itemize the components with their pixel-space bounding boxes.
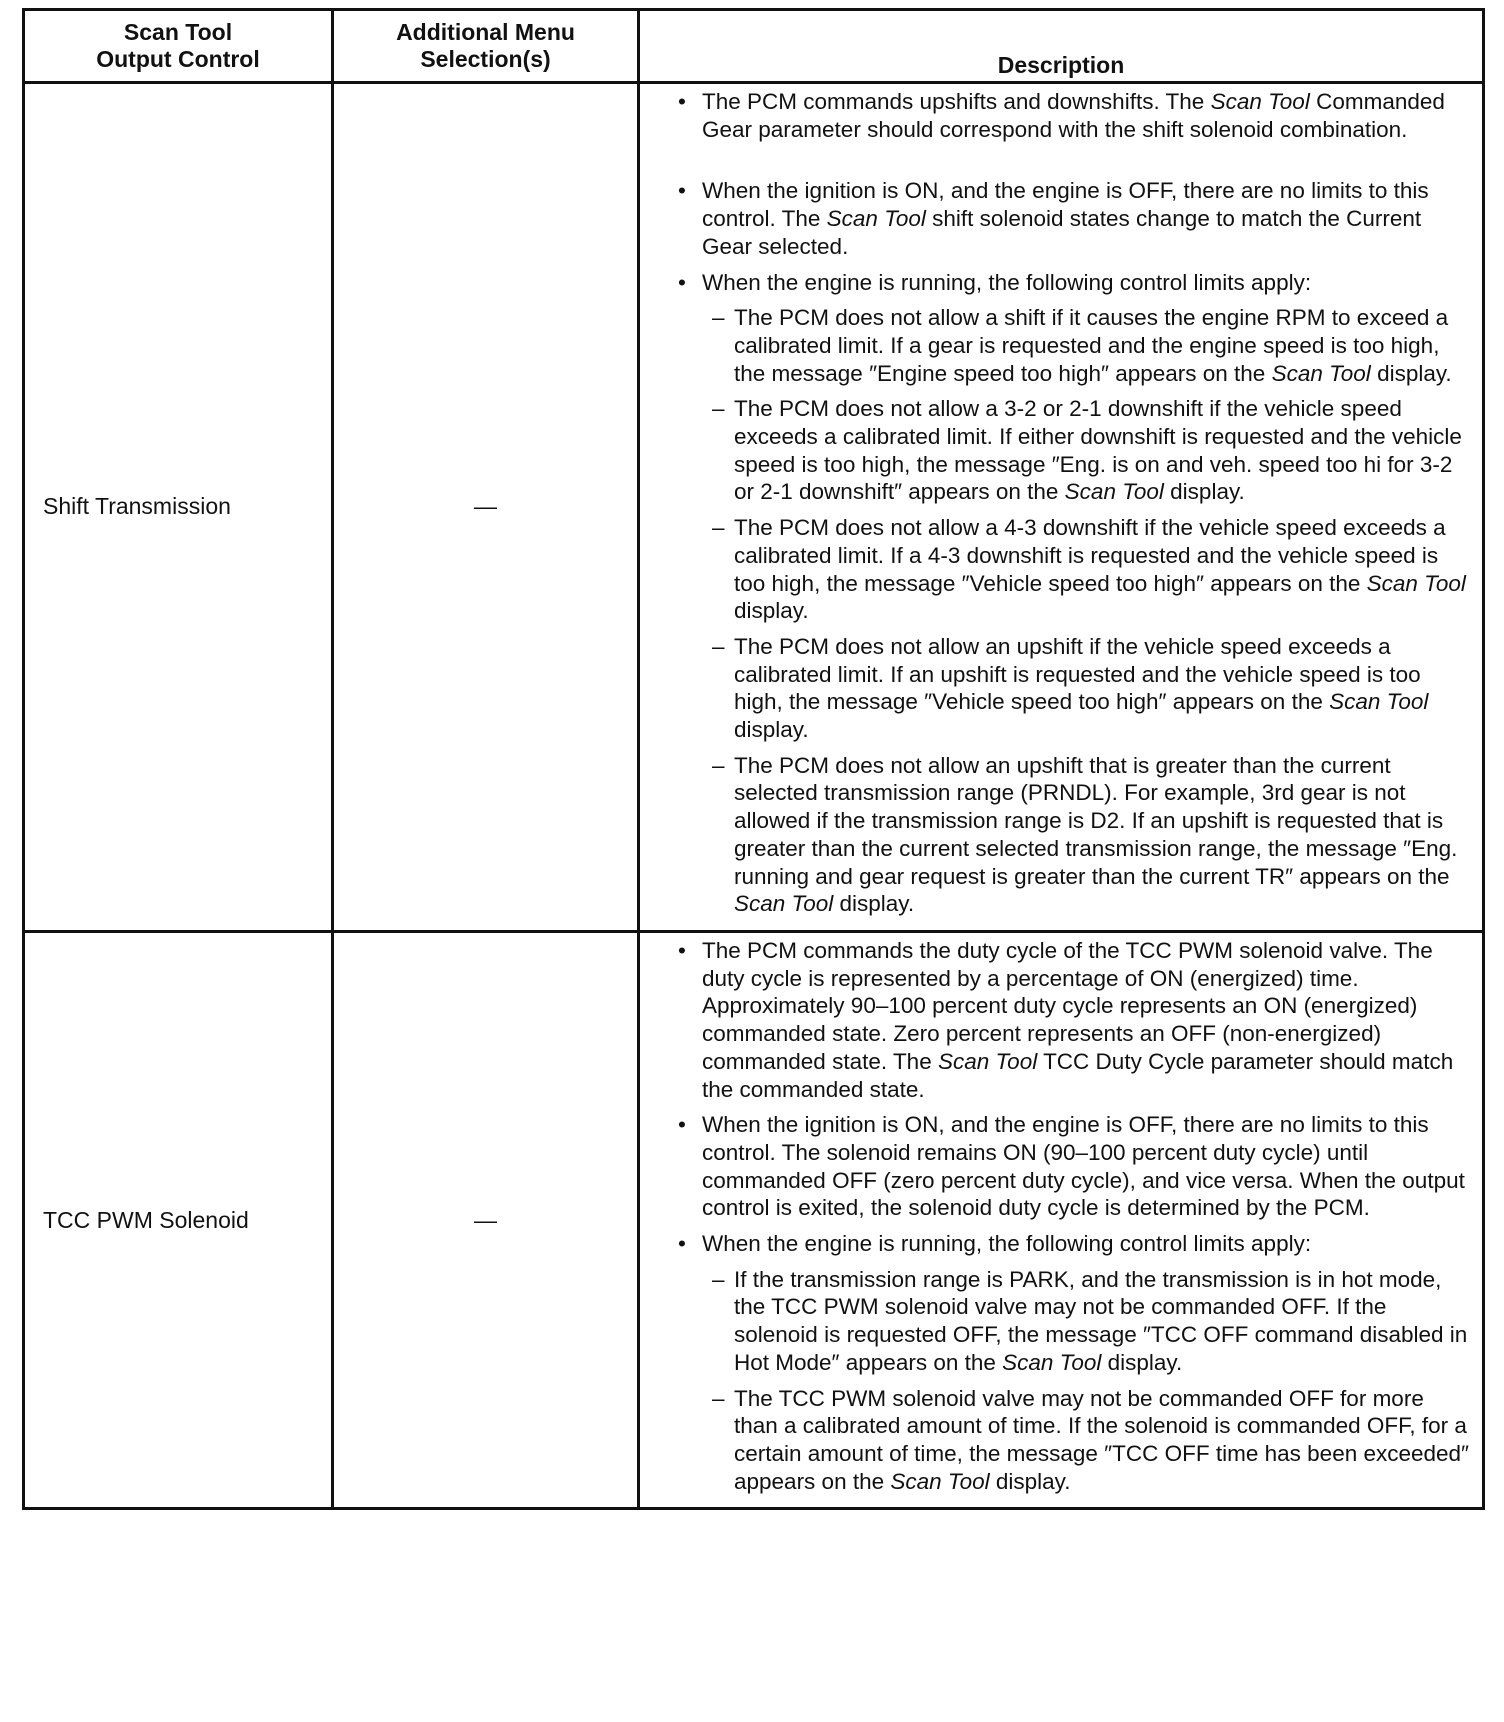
header-description: Description [639, 10, 1484, 83]
description-text: The PCM does not allow a 3-2 or 2-1 downshift if the vehicle speed exceeds a calibrated limit. If either downshift is requested and the vehicle speed is too high, the message ″Eng. is on and veh. speed too hi for 3-2 or 2-1 downshift″ appears on the [734, 396, 1462, 505]
description-text: When the ignition is ON, and the engine is OFF, there are no limits to this control. The [702, 178, 1429, 232]
scan-tool-term: Scan Tool [734, 891, 834, 917]
description-text: The PCM does not allow an upshift that is greater than the current selected transmission range (PRNDL). For example, 3rd gear is not allowed if the transmission range is D2. If an upshift is requested that is greater than the current selected transmission range, the message ″Eng. running and gear request is greater than the current TR″ appears on the [734, 752, 1458, 889]
control-name-cell: Shift Transmission [24, 83, 333, 932]
header-scan-tool-output-control [24, 10, 333, 83]
description-text: display. [734, 598, 809, 624]
description-text: TCC Duty Cycle parameter should match the commanded state. [702, 1048, 1454, 1102]
description-text: When the engine is running, the following control limits apply: [702, 269, 1312, 295]
scan-tool-term: Scan Tool [1271, 360, 1371, 386]
control-limits-list [702, 304, 1472, 918]
header-additional-menu-selections [333, 10, 639, 83]
description-text: If the transmission range is PARK, and the transmission is in hot mode, the TCC PWM solenoid valve may not be commanded OFF. If the solenoid is requested OFF, the message ″TCC OFF command disabled in Hot Mode″ appears on the [734, 1266, 1468, 1375]
bullet-text [702, 178, 1429, 258]
control-limit-item [702, 395, 1472, 506]
description-text: The PCM commands upshifts and downshifts. The [702, 89, 1211, 114]
control-limits-list [702, 1266, 1472, 1496]
description-text: display. [734, 717, 809, 743]
bullet-text [702, 1231, 1311, 1256]
scan-tool-term: Scan Tool [937, 1048, 1038, 1074]
menu-selection-cell: — [333, 931, 639, 1508]
description-text: When the ignition is ON, and the engine is OFF, there are no limits to this control. The solenoid remains ON (90–100 percent duty cycle) until commanded OFF (zero percent duty cycle), and vice versa. When the output control is exited, the solenoid duty cycle is determined by the PCM. [702, 1112, 1465, 1221]
control-name-cell: TCC PWM Solenoid [24, 931, 333, 1508]
description-text: The PCM commands the duty cycle of the TCC PWM solenoid valve. The duty cycle is represented by a percentage of ON (energized) time. Approximately 90–100 percent duty cycle represents an ON (energized) commanded state. Zero percent represents an OFF (non-energized) commanded state. The [702, 937, 1433, 1074]
scan-tool-term: Scan Tool [1366, 570, 1466, 596]
description-cell [639, 931, 1484, 1508]
description-text: display. [833, 891, 915, 917]
scan-tool-term: Scan Tool [826, 206, 926, 232]
description-list [678, 88, 1472, 918]
bullet-text [702, 938, 1453, 1102]
header-line: Output Control [96, 46, 260, 72]
bullet-text [702, 270, 1311, 295]
table-row-tcc-pwm-solenoid [24, 931, 1484, 1508]
description-text: display. [1163, 479, 1245, 505]
description-bullet [678, 88, 1472, 143]
table-row-shift-transmission [24, 83, 1484, 932]
description-bullet [678, 269, 1472, 918]
header-line: Selection(s) [420, 46, 551, 72]
description-text: The PCM does not allow an upshift if the vehicle speed exceeds a calibrated limit. If an upshift is requested and the vehicle speed is too high, the message ″Vehicle speed too high″ appears on the [734, 633, 1421, 715]
description-text: shift solenoid states change to match the Current Gear selected. [702, 206, 1422, 259]
description-text: display. [1370, 360, 1452, 386]
description-bullet [678, 937, 1472, 1103]
control-limit-item [702, 514, 1472, 625]
scan-tool-output-control-table [22, 8, 1485, 1510]
description-bullet [678, 1230, 1472, 1495]
description-text: When the engine is running, the following control limits apply: [702, 1231, 1312, 1257]
description-text: The TCC PWM solenoid valve may not be commanded OFF for more than a calibrated amount of time. If the solenoid is commanded OFF, for a certain amount of time, the message ″TCC OFF time has been exceeded″ appears on the [734, 1385, 1470, 1494]
header-line: Additional Menu [396, 19, 575, 45]
description-text: Commanded Gear parameter should correspond with the shift solenoid combination. [702, 89, 1445, 142]
description-bullet [678, 177, 1472, 260]
description-bullet [678, 1111, 1472, 1222]
scan-tool-term: Scan Tool [890, 1468, 990, 1494]
control-limit-item [702, 752, 1472, 918]
scan-tool-term: Scan Tool [1329, 689, 1429, 715]
control-limit-item [702, 304, 1472, 387]
control-limit-item [702, 633, 1472, 744]
description-text: display. [989, 1468, 1071, 1494]
control-limit-item [702, 1385, 1472, 1496]
description-cell [639, 83, 1484, 932]
scan-tool-term: Scan Tool [1002, 1349, 1102, 1375]
header-line: Scan Tool [123, 19, 233, 45]
table-header-row [24, 10, 1484, 83]
bullet-text [702, 89, 1445, 142]
control-limit-item [702, 1266, 1472, 1377]
scan-tool-term: Scan Tool [1064, 479, 1164, 505]
description-text: display. [1101, 1349, 1183, 1375]
description-text: The PCM does not allow a 4-3 downshift if the vehicle speed exceeds a calibrated limit. If a 4-3 downshift is requested and the vehicle speed is too high, the message ″Vehicle speed too high″ appears on the [734, 515, 1446, 596]
description-list [678, 937, 1472, 1495]
description-text: The PCM does not allow a shift if it causes the engine RPM to exceed a calibrated limit. If a gear is requested and the engine speed is too high, the message ″Engine speed too high″ appears on the [734, 305, 1449, 386]
scan-tool-term: Scan Tool [1210, 89, 1310, 114]
bullet-text [702, 1112, 1465, 1220]
menu-selection-cell: — [333, 83, 639, 932]
